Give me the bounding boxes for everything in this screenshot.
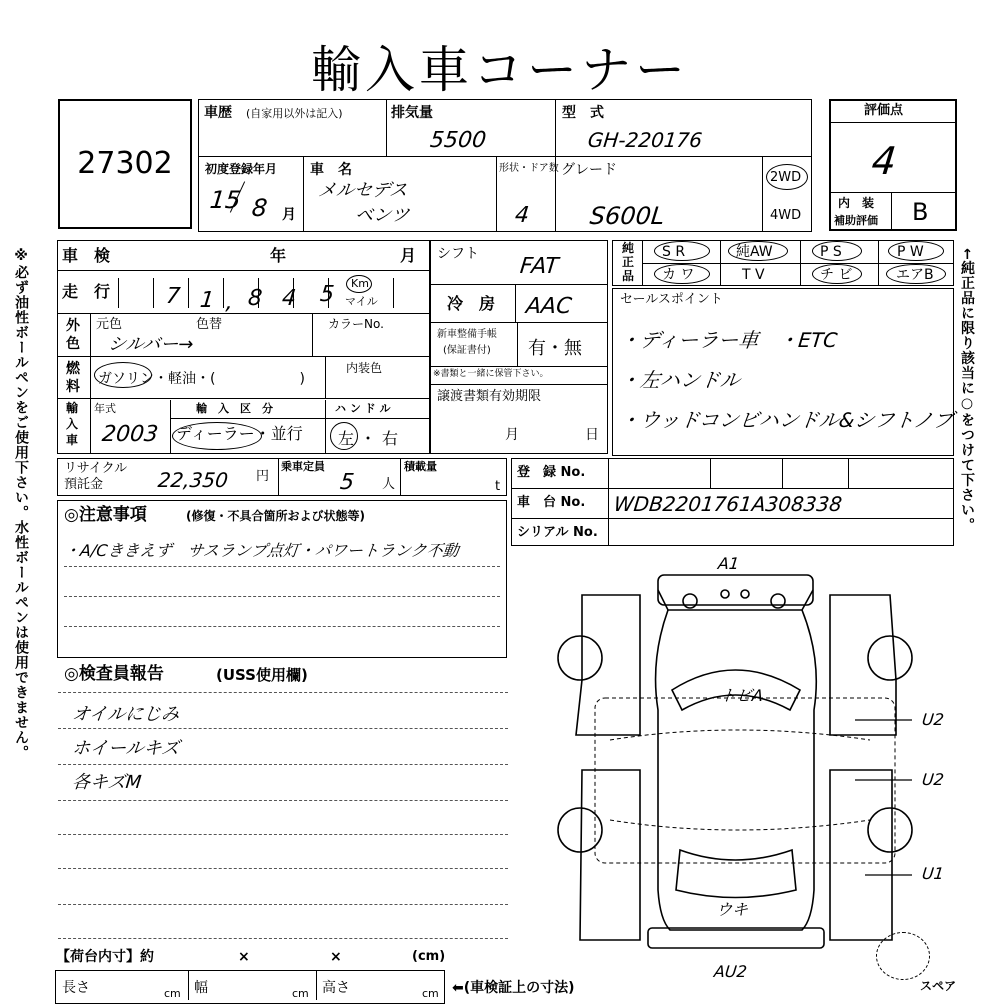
model-value: GH-220176 <box>586 128 704 152</box>
genuine-aw: 純AW <box>736 244 773 260</box>
displacement-value: 5500 <box>428 128 488 153</box>
capacity-unit: 人 <box>382 477 396 492</box>
grade-value: S600L <box>588 202 666 230</box>
genuine-ps: P S <box>820 244 842 260</box>
fuel-side2: 料 <box>66 379 80 395</box>
genuine-label2: 正 <box>622 255 635 269</box>
import-type-value: ディーラー・並行 <box>176 424 303 443</box>
aircon-value: AAC <box>524 294 573 319</box>
cargo-height-label: 高さ <box>322 980 350 996</box>
cargo-arrow-note: ⬅(車検証上の寸法) <box>452 980 575 996</box>
drive-4wd: 4WD <box>770 208 802 223</box>
model-label: 型 式 <box>562 105 604 121</box>
maintenance-label2: (保証書付) <box>443 345 491 356</box>
cargo-x2: × <box>330 949 342 965</box>
interior-label1: 内 装 <box>838 196 875 210</box>
interior-color-label: 内装色 <box>346 361 383 375</box>
car-name-label: 車 名 <box>310 162 352 178</box>
chassis-label: 車 台 No. <box>517 495 586 510</box>
cargo-x1: × <box>238 949 250 965</box>
side-note-left: ※必ず油性ボールペンをご使用下さい。水性ボールペンは使用できません。 <box>13 248 29 760</box>
fuel-side1: 燃 <box>66 361 80 377</box>
aircon-label: 冷 房 <box>447 294 496 313</box>
load-label: 積載量 <box>404 460 437 473</box>
genuine-sr: S R <box>662 244 686 260</box>
sales-point-3: ・ウッドコンビハンドル&シフトノブ <box>618 408 955 432</box>
load-unit: t <box>495 479 501 494</box>
mark-u2-b: U2 <box>921 770 945 789</box>
inspection-month-unit: 月 <box>400 246 417 265</box>
drive-2wd: 2WD <box>770 170 802 185</box>
recycle-label2: 預託金 <box>64 477 104 492</box>
recycle-value: 22,350 <box>156 468 230 492</box>
mileage-digit-1: 7 <box>164 284 182 309</box>
genuine-airbag: エアB <box>896 267 934 283</box>
notes-label: ◎注意事項 <box>64 505 147 525</box>
car-history-label: 車歴 <box>204 105 232 121</box>
registration-label: 登 録 No. <box>517 465 586 480</box>
mark-u1: U1 <box>921 864 945 883</box>
cargo-width-label: 幅 <box>194 980 208 996</box>
car-diagram <box>540 550 960 980</box>
mark-a1: A1 <box>717 554 741 573</box>
mark-au2: AU2 <box>713 962 748 981</box>
capacity-label: 乗車定員 <box>281 460 325 473</box>
mileage-digit-4: 8 <box>246 286 264 311</box>
cargo-width-cm: cm <box>292 987 309 1000</box>
cargo-label: 【荷台内寸】約 <box>56 949 154 965</box>
car-name-line2: ベンツ <box>353 205 411 226</box>
first-reg-year: 15 <box>208 186 243 214</box>
handle-value: 左・右 <box>338 429 405 448</box>
car-name-line1: メルセデス <box>316 180 409 201</box>
transfer-docs-day: 日 <box>585 427 599 443</box>
import-year-label: 年式 <box>94 402 116 415</box>
import-side3: 車 <box>66 433 79 447</box>
recycle-unit: 円 <box>256 469 270 484</box>
inspector-line-3: 各キズM <box>70 772 143 793</box>
inspector-sub: (USS使用欄) <box>216 666 308 684</box>
genuine-label1: 純 <box>622 241 635 255</box>
mileage-digit-5: 4 <box>280 286 298 311</box>
interior-value: B <box>912 198 929 226</box>
genuine-label3: 品 <box>622 269 635 283</box>
chassis-value: WDB2201761A308338 <box>612 492 844 516</box>
doors-value: 4 <box>513 203 531 228</box>
mark-uki: ウキ <box>715 900 750 919</box>
displacement-label: 排気量 <box>391 105 433 121</box>
sales-points-label: セールスポイント <box>620 292 723 307</box>
genuine-chibi: チ ビ <box>820 267 853 283</box>
maintenance-note: ※書類と一緒に保管下さい。 <box>433 369 549 379</box>
import-year-value: 2003 <box>100 422 160 447</box>
mark-u2-a: U2 <box>921 710 945 729</box>
genuine-kawa: カ ワ <box>662 267 695 283</box>
import-side2: 入 <box>66 417 79 431</box>
sales-point-2: ・左ハンドル <box>618 368 742 392</box>
first-reg-month: 8 <box>250 194 269 222</box>
inspector-line-2: ホイールキズ <box>70 738 181 759</box>
maintenance-value: 有・無 <box>528 338 582 359</box>
side-note-right: ←純正品に限り該当に○をつけて下さい。 <box>959 248 975 533</box>
mileage-digit-3: , <box>224 290 235 315</box>
score-label: 評価点 <box>864 103 904 118</box>
spare-label: スペア <box>920 979 957 993</box>
score-value: 4 <box>869 139 899 183</box>
mileage-unit-mile: マイル <box>345 295 378 308</box>
grade-label: グレード <box>561 162 617 178</box>
serial-label: シリアル No. <box>517 525 598 540</box>
shift-label: シフト <box>437 246 479 262</box>
genuine-tv: T V <box>742 267 765 283</box>
inspector-label: ◎検査員報告 <box>64 664 164 684</box>
cargo-unit: (cm) <box>412 949 446 964</box>
maintenance-label1: 新車整備手帳 <box>437 329 497 340</box>
mileage-digit-6: 5 <box>318 282 336 307</box>
mileage-digit-2: 1 <box>198 288 216 313</box>
cargo-length-cm: cm <box>164 987 181 1000</box>
cargo-length-label: 長さ <box>62 980 90 996</box>
spare-circle <box>876 932 930 980</box>
mileage-unit-km: Km <box>351 277 369 290</box>
doors-label: 形状・ドア数 <box>499 163 559 174</box>
shift-value: FAT <box>518 254 560 279</box>
sales-point-1: ・ディーラー車 ・ETC <box>618 328 839 352</box>
exterior-side1: 外 <box>66 318 80 334</box>
cargo-dims-box <box>55 970 445 1004</box>
handle-label: ハ ン ド ル <box>335 402 391 415</box>
cargo-height-cm: cm <box>422 987 439 1000</box>
exterior-orig-label: 元色 <box>96 317 123 332</box>
exterior-change-label: 色替 <box>196 317 223 332</box>
exterior-side2: 色 <box>66 336 80 352</box>
exterior-value: シルバー→ <box>106 334 195 355</box>
notes-line-1: ・A/Cききえず サスランプ点灯・パワートランク不動 <box>63 541 460 560</box>
notes-sub: (修復・不具合箇所および状態等) <box>186 509 365 523</box>
car-history-note: (自家用以外は記入) <box>246 107 343 120</box>
transfer-docs-label: 譲渡書類有効期限 <box>437 389 542 404</box>
interior-label2: 補助評価 <box>834 214 878 227</box>
mark-tobi: トビA <box>719 686 765 705</box>
import-type-label: 輸 入 区 分 <box>196 402 273 415</box>
transfer-docs-month: 月 <box>505 427 519 443</box>
mileage-label: 走 行 <box>62 282 111 301</box>
page-title: 輸入車コーナー <box>311 41 689 99</box>
first-reg-month-unit: 月 <box>282 207 296 223</box>
fuel-options: ガソリン・軽油・( ) <box>98 371 305 387</box>
genuine-pw: P W <box>897 244 924 260</box>
inspector-line-1: オイルにじみ <box>70 704 181 725</box>
inspection-label: 車 検 <box>62 246 111 265</box>
inspection-year-unit: 年 <box>270 246 287 265</box>
import-side1: 輸 <box>66 401 79 415</box>
color-no-label: カラーNo. <box>328 317 384 331</box>
recycle-label1: リサイクル <box>64 461 128 476</box>
first-reg-label: 初度登録年月 <box>205 162 278 176</box>
capacity-value: 5 <box>338 470 356 495</box>
lot-number: 27302 <box>77 146 173 181</box>
